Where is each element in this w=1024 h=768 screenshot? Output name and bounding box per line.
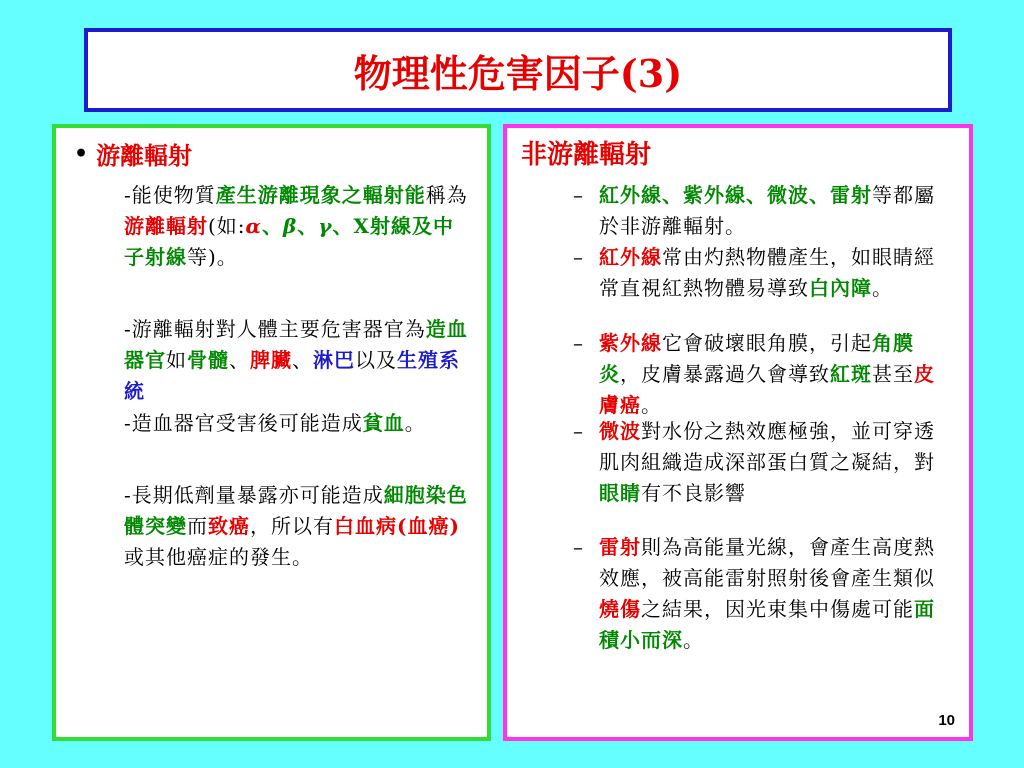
dash-marker: –: [573, 535, 583, 559]
dash-marker: –: [573, 419, 583, 443]
slide-title: 物理性危害因子(3): [353, 50, 683, 96]
dash-marker: –: [573, 245, 583, 269]
bullet-icon: •: [74, 140, 89, 167]
left-heading: [74, 136, 192, 171]
title-box: [84, 28, 952, 112]
right-heading: 非游離輻射: [521, 140, 652, 170]
dash-marker: –: [573, 183, 583, 207]
list-item: -造血器官受害後可能造成貧血。: [124, 411, 426, 435]
ionizing-radiation-panel: [52, 124, 491, 741]
page-number: 10: [938, 712, 955, 729]
list-item: -長期低劑量暴露亦可能造成細胞染色體突變而致癌，所以有白血病(血癌)或其他癌症的發生。: [124, 483, 468, 569]
list-item: -能使物質產生游離現象之輻射能稱為游離輻射(如:α、β、γ、X射線及中子射線等)。: [124, 183, 468, 269]
dash-marker: –: [573, 331, 583, 355]
list-item: 雷射則為高能量光線，會產生高度熱效應，被高能雷射照射後會產生類似燒傷之結果，因光束集中傷處可能面積小而深。: [599, 535, 935, 652]
list-item: 紫外線它會破壞眼角膜，引起角膜炎，皮膚暴露過久會導致紅斑甚至皮膚癌。: [599, 331, 935, 417]
non-ionizing-radiation-panel: [503, 124, 973, 741]
list-item: -游離輻射對人體主要危害器官為造血器官如骨髓、脾臟、淋巴以及生殖系統: [124, 317, 468, 403]
left-heading-text: 游離輻射: [96, 141, 193, 170]
list-item: 紅外線、紫外線、微波、雷射等都屬於非游離輻射。: [599, 183, 935, 238]
list-item: 紅外線常由灼熱物體產生，如眼睛經常直視紅熱物體易導致白內障。: [599, 245, 935, 300]
list-item: 微波對水份之熱效應極強，並可穿透肌肉組織造成深部蛋白質之凝結，對眼睛有不良影響: [599, 419, 935, 505]
